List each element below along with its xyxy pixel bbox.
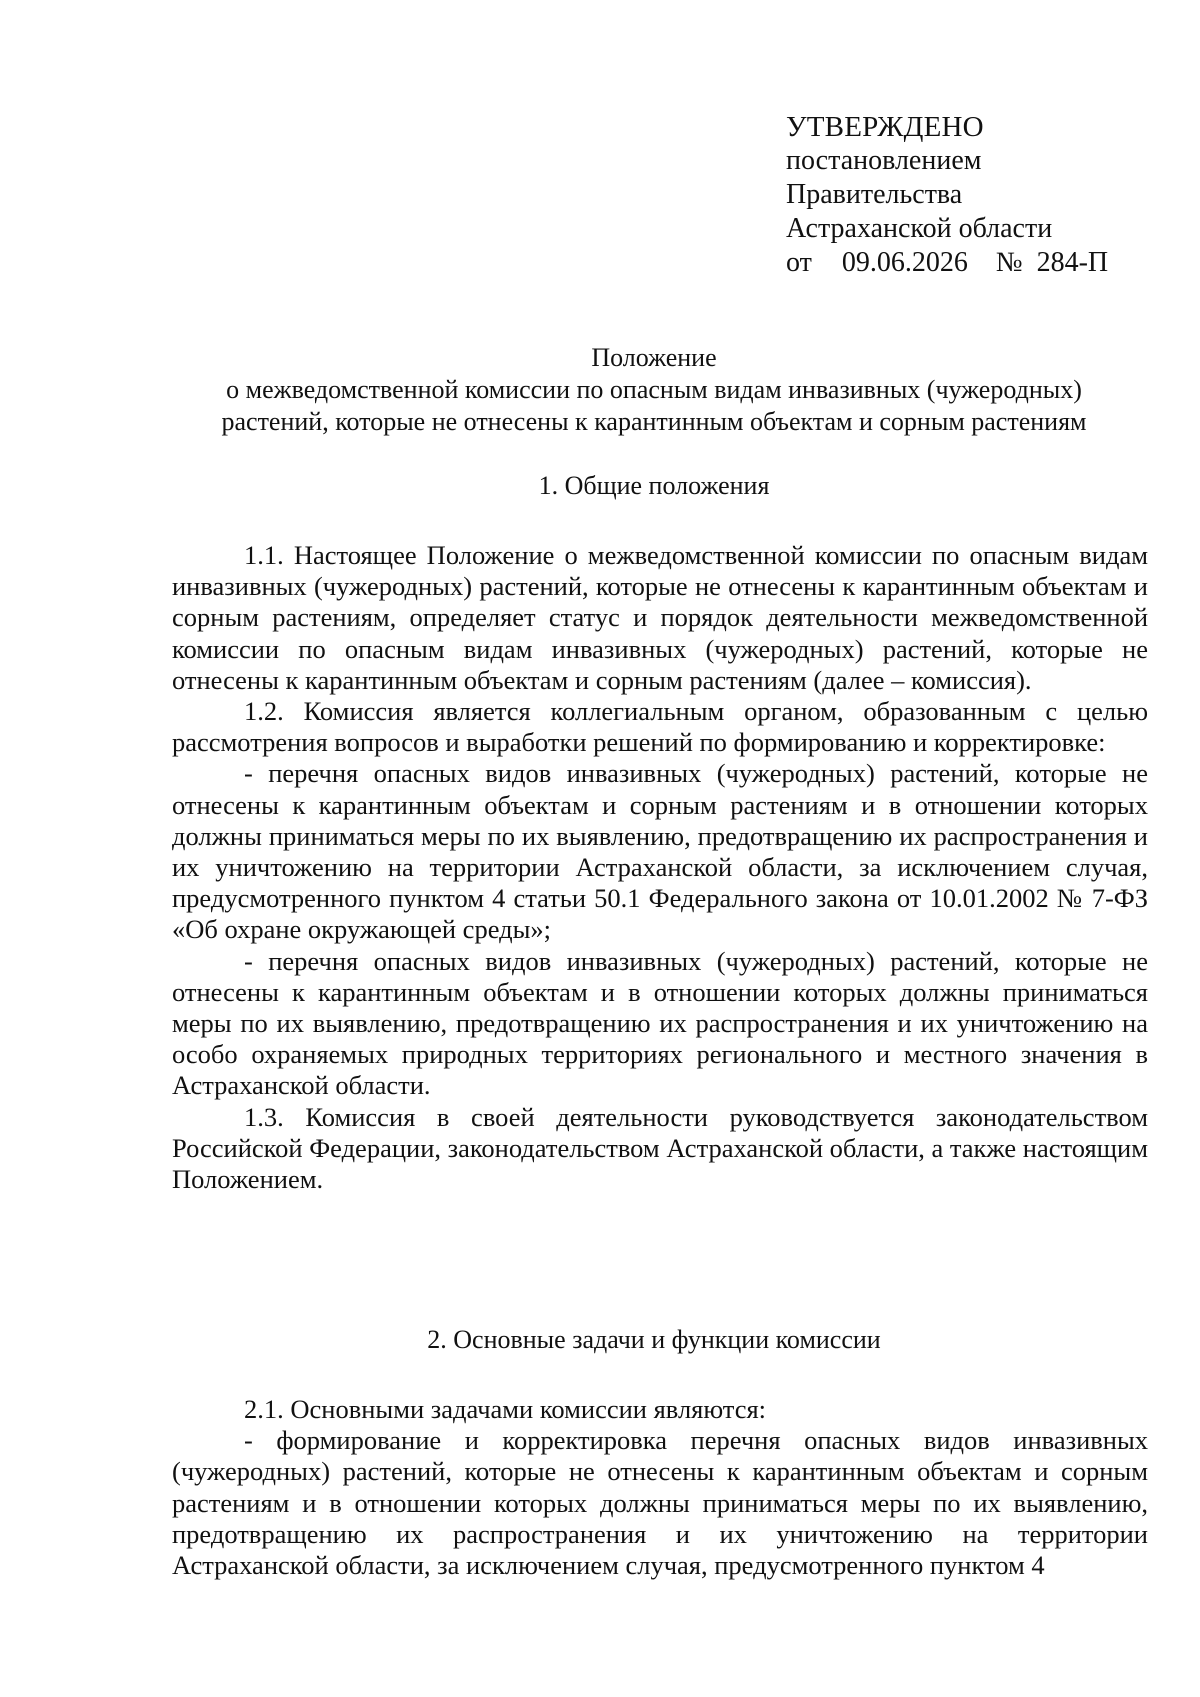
paragraph-2-1: 2.1. Основными задачами комиссии являются: [244,1394,767,1424]
document-title-line: растений, которые не отнесены к карантинным объектам и сорным растениям [221,407,1087,436]
section-heading-2: 2. Основные задачи и функции комиссии [427,1325,881,1354]
number-sign: № [995,247,1023,278]
paragraph-1-2: 1.2. Комиссия является коллегиальным органом, образованным с целью рассмотрения вопросов и выработки решений по формированию и корректировке: [172,696,1148,758]
approval-line: Астраханской области [786,213,1053,244]
list-item: - перечня опасных видов инвазивных (чужеродных) растений, которые не отнесены к карантинным объектам и сорным растениям и в отношении которых должны приниматься меры по их выявлению, предотвращению их распространения и их уничтожению на территории Астраханской области, за исключением случая, предусмотренного пунктом 4 статьи 50.1 Федерального закона от 10.01.2002 № 7-ФЗ «Об охране окружающей среды»; [172,758,1148,945]
document-title-line: о межведомственной комиссии по опасным видам инвазивных (чужеродных) [226,375,1082,404]
list-item: - формирование и корректировка перечня опасных видов инвазивных (чужеродных) растений, которые не отнесены к карантинным объектам и сорным растениям и в отношении которых должны приниматься меры по их выявлению, предотвращению их распространения и их уничтожению на территории Астраханской области, за исключением случая, предусмотренного пунктом 4 [172,1425,1148,1581]
approval-date-line [786,246,1108,280]
approval-title: УТВЕРЖДЕНО [786,111,984,143]
list-item: - перечня опасных видов инвазивных (чужеродных) растений, которые не отнесены к карантинным объектам и в отношении которых должны приниматься меры по их выявлению, предотвращению их распространения и их уничтожению на особо охраняемых природных территориях регионального и местного значения в Астраханской области. [172,945,1148,1101]
date-prefix: от [786,247,812,278]
paragraph-1-3: 1.3. Комиссия в своей деятельности руководствуется законодательством Российской Федерации, законодательством Астраханской области, а также настоящим Положением. [172,1101,1149,1195]
paragraph-1-1: 1.1. Настоящее Положение о межведомственной комиссии по опасным видам инвазивных (чужеродных) растений, которые не отнесены к карантинным объектам и сорным растениям, определяет статус и порядок деятельности межведомственной комиссии по опасным видам инвазивных (чужеродных) растений, которые не отнесены к карантинным объектам и сорным растениям (далее – комиссия). [172,540,1148,695]
document-title-line: Положение [591,343,717,372]
approval-block [786,110,1108,280]
section-heading-1: 1. Общие положения [538,471,770,500]
section-2-body [172,1394,1148,1581]
section-1-body [172,540,1148,1195]
approval-date: 09.06.2026 [841,247,968,278]
approval-line: Правительства [786,179,963,210]
document-title [160,342,1148,438]
approval-number: 284-П [1036,247,1109,278]
approval-line: постановлением [786,145,982,176]
